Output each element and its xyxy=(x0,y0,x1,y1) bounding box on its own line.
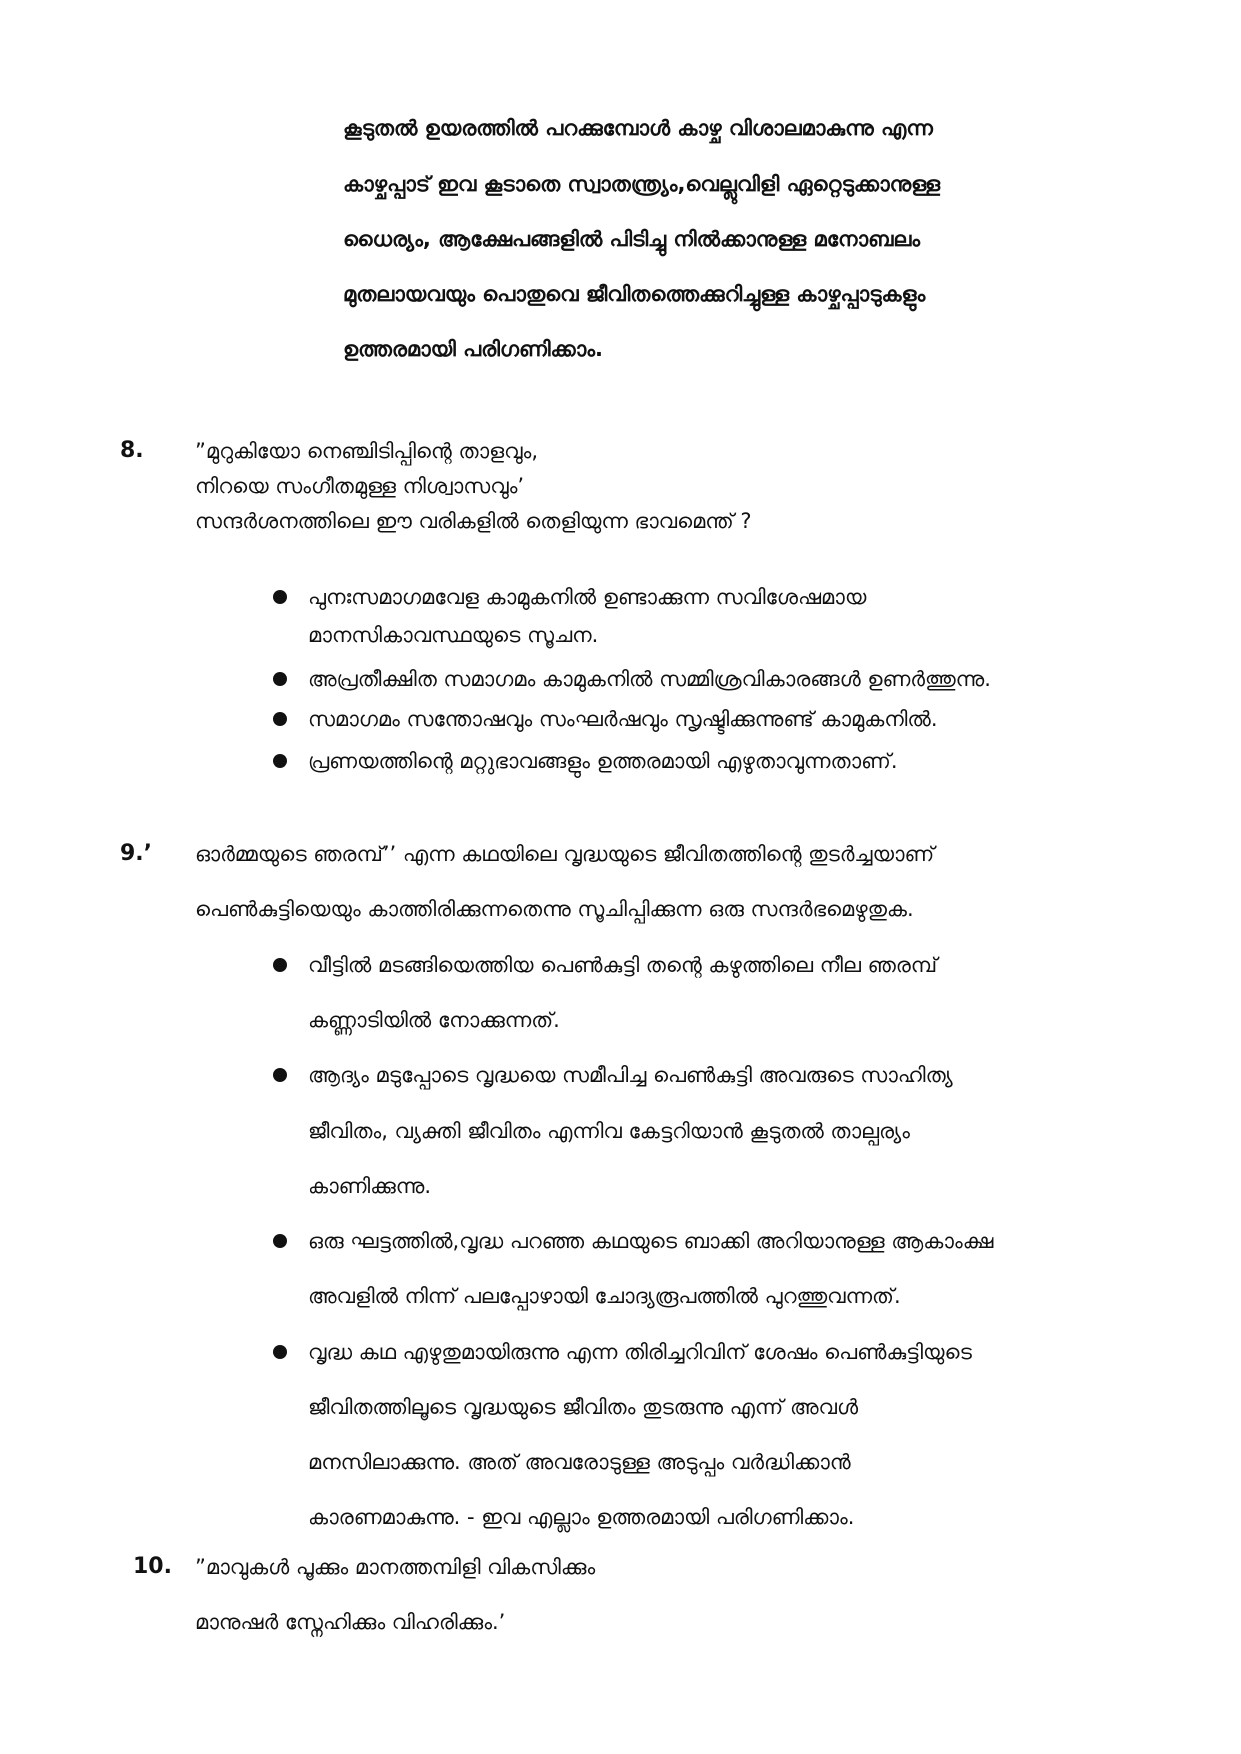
answer-line: ജീവിതത്തിലൂടെ വൃദ്ധയുടെ ജീവിതം തുടരുന്നു എന്ന് അവൾ xyxy=(308,1395,859,1419)
answer-line: മാനസികാവസ്ഥയുടെ സൂചന. xyxy=(308,623,599,647)
bullet-icon xyxy=(273,1234,287,1248)
question-line: മാനുഷർ സ്നേഹിക്കും വിഹരിക്കും.’ xyxy=(195,1610,506,1634)
answer-line: പ്രണയത്തിന്റെ മറ്റുഭാവങ്ങളും ഉത്തരമായി എഴുതാവുന്നതാണ്. xyxy=(308,749,898,773)
bullet-icon xyxy=(273,1345,287,1359)
question-number: 9.’ xyxy=(120,841,153,866)
intro-line: മുതലായവയും പൊതുവെ ജീവിതത്തെക്കുറിച്ചുള്ള കാഴ്ചപ്പാടുകളും xyxy=(343,282,926,306)
answer-line: മനസിലാക്കുന്നു. അത് അവരോടുള്ള അടുപ്പം വർദ്ധിക്കാൻ xyxy=(308,1450,851,1474)
question-line: പെൺകുട്ടിയെയും കാത്തിരിക്കുന്നതെന്നു സൂചിപ്പിക്കുന്ന ഒരു സന്ദർഭമെഴുതുക. xyxy=(195,897,914,921)
intro-line: കൂടുതൽ ഉയരത്തിൽ പറക്കുമ്പോൾ കാഴ്ച വിശാലമാകുന്നു എന്ന xyxy=(343,116,933,140)
bullet-icon xyxy=(273,754,287,768)
question-number: 8. xyxy=(120,438,144,463)
answer-line: ജീവിതം, വ്യക്തി ജീവിതം എന്നിവ കേട്ടറിയാൻ കൂടുതൽ താല്പര്യം xyxy=(308,1119,910,1143)
answer-line: കാണിക്കുന്നു. xyxy=(308,1174,432,1198)
question-line: ”മുറുകിയോ നെഞ്ചിടിപ്പിന്റെ താളവും, xyxy=(195,439,539,463)
answer-line: ഒരു ഘട്ടത്തിൽ,വൃദ്ധ പറഞ്ഞ കഥയുടെ ബാക്കി അറിയാനുള്ള ആകാംക്ഷ xyxy=(308,1229,994,1253)
bullet-icon xyxy=(273,1068,287,1082)
answer-line: വൃദ്ധ കഥ എഴുതുമായിരുന്നു എന്ന തിരിച്ചറിവിന് ശേഷം പെൺകുട്ടിയുടെ xyxy=(308,1340,972,1364)
question-line: നിറയെ സംഗീതമുള്ള നിശ്വാസവും’ xyxy=(195,474,525,498)
answer-line: ആദ്യം മടുപ്പോടെ വൃദ്ധയെ സമീപിച്ച പെൺകുട്ടി അവരുടെ സാഹിത്യ xyxy=(308,1063,953,1087)
intro-line: ഉത്തരമായി പരിഗണിക്കാം. xyxy=(343,337,604,361)
bullet-icon xyxy=(273,590,287,604)
bullet-icon xyxy=(273,712,287,726)
intro-line: ധൈര്യം, ആക്ഷേപങ്ങളിൽ പിടിച്ചു നിൽക്കാനുള്ള മനോബലം xyxy=(343,227,921,251)
question-line: ”മാവുകൾ പൂക്കും മാനത്തമ്പിളി വികസിക്കും xyxy=(195,1555,596,1579)
question-number: 10. xyxy=(133,1554,172,1579)
answer-line: സമാഗമം സന്തോഷവും സംഘർഷവും സൃഷ്ടിക്കുന്നുണ്ട് കാമുകനിൽ. xyxy=(308,707,938,731)
bullet-icon xyxy=(273,958,287,972)
answer-line: അപ്രതീക്ഷിത സമാഗമം കാമുകനിൽ സമ്മിശ്രവികാരങ്ങൾ ഉണർത്തുന്നു. xyxy=(308,667,991,691)
bullet-icon xyxy=(273,672,287,686)
answer-line: കണ്ണാടിയിൽ നോക്കുന്നത്. xyxy=(308,1008,560,1032)
answer-line: കാരണമാകുന്നു. - ഇവ എല്ലാം ഉത്തരമായി പരിഗണിക്കാം. xyxy=(308,1505,855,1529)
answer-line: വീട്ടിൽ മടങ്ങിയെത്തിയ പെൺകുട്ടി തന്റെ കഴുത്തിലെ നീല ഞരമ്പ് xyxy=(308,953,938,977)
intro-line: കാഴ്ചപ്പാട് ഇവ കൂടാതെ സ്വാതന്ത്ര്യം,വെല്ലുവിളി ഏറ്റെടുക്കാനുള്ള xyxy=(343,172,941,196)
answer-line: അവളിൽ നിന്ന് പലപ്പോഴായി ചോദ്യരൂപത്തിൽ പുറത്തുവന്നത്. xyxy=(308,1284,901,1308)
question-line: സന്ദർശനത്തിലെ ഈ വരികളിൽ തെളിയുന്ന ഭാവമെന്ത് ? xyxy=(195,509,752,533)
answer-line: പുനഃസമാഗമവേള കാമുകനിൽ ഉണ്ടാക്കുന്ന സവിശേഷമായ xyxy=(308,585,867,609)
question-line: ഓർമ്മയുടെ ഞരമ്പ്’’ എന്ന കഥയിലെ വൃദ്ധയുടെ ജീവിതത്തിന്റെ തുടർച്ചയാണ് xyxy=(195,842,935,866)
